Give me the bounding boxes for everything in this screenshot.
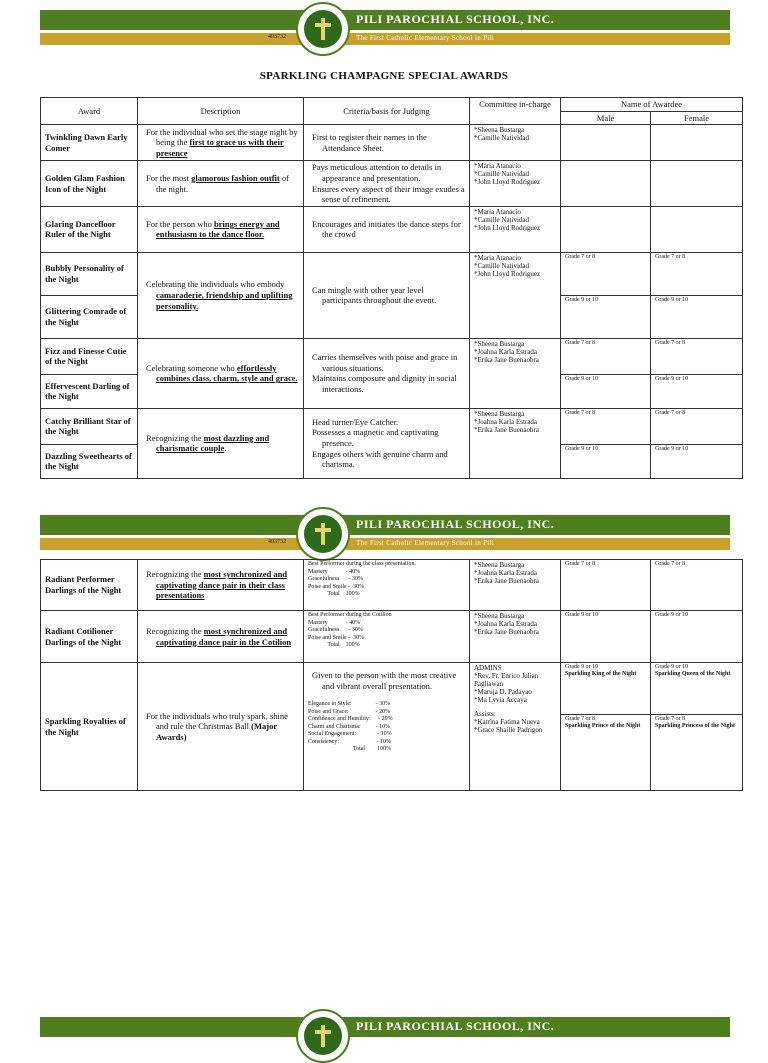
- award-name: Twinkling Dawn Early Comer: [41, 125, 138, 161]
- award-criteria: Head turner/Eye Catcher. Possesses a magnetic and captivating presence. Engages others with genuine charm and charisma.: [304, 408, 470, 478]
- award-criteria: Best Performer during the class presentation. Mastery - 40% Gracefulness - 30% Poise and Smile - 30% Total 100%: [304, 560, 470, 611]
- award-description: For the person who brings energy and enthusiasm to the dance floor.: [138, 206, 304, 252]
- female-awardee-cell[interactable]: [651, 161, 743, 207]
- committee-list: *Maria Atanacio *Camille Natividad *John Lloyd Rodriguez: [470, 206, 561, 252]
- col-male: Male: [561, 111, 651, 125]
- col-description: Description: [138, 98, 304, 125]
- award-name: Effervescent Darling of the Night: [41, 374, 138, 408]
- grade-label: Grade 9 or 10: [651, 611, 743, 663]
- award-criteria: Can mingle with other year level participants throughout the event.: [304, 252, 470, 338]
- committee-list: *Sheena Bustarga *Joahna Karla Estrada *Erika Jane Buenaobra: [470, 338, 561, 408]
- table-row: [41, 663, 743, 715]
- table-row: [41, 560, 743, 611]
- grade-label: Grade 7 or 8: [561, 560, 651, 611]
- table-row: [41, 252, 743, 295]
- award-description: For the individual who set the stage night by being the first to grace us with their presence: [138, 125, 304, 161]
- col-committee: Committee in-charge: [470, 98, 561, 125]
- male-awardee-cell[interactable]: [561, 125, 651, 161]
- grade-label: Grade 7 or 8: [561, 252, 651, 295]
- table-row: [41, 338, 743, 374]
- col-award: Award: [41, 98, 138, 125]
- award-name: Golden Glam Fashion Icon of the Night: [41, 161, 138, 207]
- award-name: Sparkling Royalties of the Night: [41, 663, 138, 791]
- male-awardee-cell[interactable]: [561, 206, 651, 252]
- table-row: [41, 125, 743, 161]
- female-awardee-cell[interactable]: [651, 125, 743, 161]
- award-name: Glaring Dancefloor Ruler of the Night: [41, 206, 138, 252]
- col-criteria: Criteria/basis for Judging: [304, 98, 470, 125]
- grade-label: Grade 9 or 10: [561, 295, 651, 338]
- school-id: 403732: [268, 539, 286, 545]
- award-description: For the individuals who truly spark, shine and rule the Christmas Ball (Major Awards): [138, 663, 304, 791]
- award-description: Celebrating the individuals who embody camaraderie, friendship and uplifting personality.: [138, 252, 304, 338]
- grade-label: Grade 7 or 8 Sparkling Prince of the Night: [561, 715, 651, 791]
- table-row: [41, 611, 743, 663]
- award-name: Radiant Performer Darlings of the Night: [41, 560, 138, 611]
- letterhead: [40, 10, 730, 48]
- award-name: Dazzling Sweethearts of the Night: [41, 444, 138, 478]
- grade-label: Grade 9 or 10 Sparkling King of the Night: [561, 663, 651, 715]
- committee-list: *Sheena Bustarga *Camille Natividad: [470, 125, 561, 161]
- grade-label: Grade 9 or 10: [561, 374, 651, 408]
- award-criteria: Given to the person with the most creative and vibrant overall presentation. Elegance in Style: - 30% Poise and Grace: - 20% Confidence and Humility: - 20% Charm and Charisma: - 10% Social Engagement: - 10% Consistency: - 10% Total 100%: [304, 663, 470, 791]
- school-tagline: The First Catholic Elementary School in Pili: [356, 34, 495, 42]
- award-description: Recognizing the most synchronized and captivating dance pair in their class presentations: [138, 560, 304, 611]
- award-criteria: Encourages and initiates the dance steps for the crowd: [304, 206, 470, 252]
- col-female: Female: [651, 111, 743, 125]
- table-row: [41, 161, 743, 207]
- grade-label: Grade 7 or 8: [561, 408, 651, 444]
- col-awardee: Name of Awardee: [561, 98, 743, 112]
- awards-table-2: [40, 559, 743, 791]
- award-name: Fizz and Finesse Cutie of the Night: [41, 338, 138, 374]
- letterhead: [40, 1017, 730, 1055]
- male-awardee-cell[interactable]: [561, 161, 651, 207]
- award-name: Radiant Cotilioner Darlings of the Night: [41, 611, 138, 663]
- award-criteria: Carries themselves with poise and grace in various situations. Maintains composure and dignity in social interactions.: [304, 338, 470, 408]
- grade-label: Grade 9 or 10 Sparkling Queen of the Night: [651, 663, 743, 715]
- committee-list: *Sheena Bustarga *Joahna Karla Estrada *Erika Jane Buenaobra: [470, 560, 561, 611]
- school-seal-icon: [296, 507, 350, 561]
- school-seal-icon: [296, 1009, 350, 1063]
- school-id: 403732: [268, 34, 286, 40]
- grade-label: Grade 7 or 8 Sparkling Princess of the Night: [651, 715, 743, 791]
- award-description: Recognizing the most dazzling and charismatic couple.: [138, 408, 304, 478]
- committee-list: *Sheena Bustarga *Joahna Karla Estrada *Erika Jane Buenaobra: [470, 408, 561, 478]
- award-name: Glittering Comrade of the Night: [41, 295, 138, 338]
- grade-label: Grade 9 or 10: [651, 444, 743, 478]
- award-criteria: First to register their names in the Attendance Sheet.: [304, 125, 470, 161]
- grade-label: Grade 7 or 8: [651, 252, 743, 295]
- committee-list: *Maria Atanacio *Camille Natividad *John Lloyd Rodriguez: [470, 252, 561, 338]
- letterhead: [40, 515, 730, 553]
- grade-label: Grade 7 or 8: [651, 408, 743, 444]
- grade-label: Grade 9 or 10: [651, 374, 743, 408]
- grade-label: Grade 9 or 10: [651, 295, 743, 338]
- page-title: SPARKLING CHAMPAGNE SPECIAL AWARDS: [259, 70, 509, 82]
- female-awardee-cell[interactable]: [651, 206, 743, 252]
- award-name: Bubbly Personality of the Night: [41, 252, 138, 295]
- school-tagline: The First Catholic Elementary School in Pili: [356, 539, 495, 547]
- school-name: PILI PAROCHIAL SCHOOL, INC.: [356, 1019, 555, 1033]
- committee-list: *Maria Atanacio *Camille Natividad *John Lloyd Rodriguez: [470, 161, 561, 207]
- table-row: [41, 206, 743, 252]
- award-criteria: Pays meticulous attention to details in appearance and presentation. Ensures every aspect of their image exudes a sense of refinement.: [304, 161, 470, 207]
- committee-list: ADMINS *Rev. Fr. Enrico Julian Pagliawan *Maruja D. Padayao *Ma Lyvia Accaya Assists: *Katrina Fatima Nueva *Grace Shaille Padrigon: [470, 663, 561, 791]
- grade-label: Grade 7 or 8: [651, 560, 743, 611]
- award-criteria: Best Performer during the Cotilion Mastery - 40% Gracefulness - 30% Poise and Smile - 30% Total 100%: [304, 611, 470, 663]
- grade-label: Grade 9 or 10: [561, 611, 651, 663]
- award-description: Celebrating someone who effortlessly combines class, charm, style and grace.: [138, 338, 304, 408]
- award-description: Recognizing the most synchronized and captivating dance pair in the Cotilion: [138, 611, 304, 663]
- school-seal-icon: [296, 2, 350, 56]
- award-description: For the most glamorous fashion outfit of the night.: [138, 161, 304, 207]
- grade-label: Grade 9 or 10: [561, 444, 651, 478]
- committee-list: *Sheena Bustarga *Joahna Karla Estrada *Erika Jane Buenaobra: [470, 611, 561, 663]
- table-row: [41, 408, 743, 444]
- awards-table-1: [40, 97, 743, 479]
- grade-label: Grade 7 or 8: [561, 338, 651, 374]
- grade-label: Grade 7 or 8: [651, 338, 743, 374]
- school-name: PILI PAROCHIAL SCHOOL, INC.: [356, 12, 555, 26]
- school-name: PILI PAROCHIAL SCHOOL, INC.: [356, 517, 555, 531]
- award-name: Catchy Brilliant Star of the Night: [41, 408, 138, 444]
